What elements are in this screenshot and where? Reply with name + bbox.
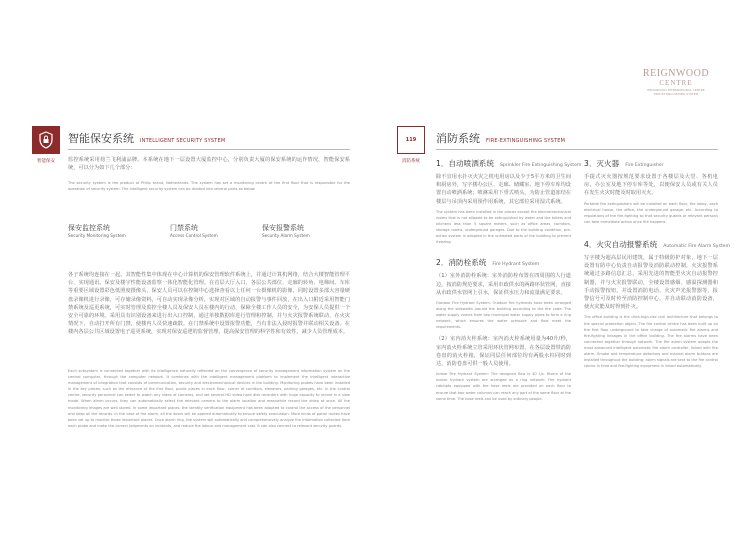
security-icon-block (32, 126, 62, 164)
security-title-en: INTELLIGENT SECURITY SYSTEM (140, 138, 226, 144)
subsystem-alarm-zh: 保安报警系统 (262, 224, 304, 232)
subsystem-monitoring-zh: 保安监控系统 (68, 224, 110, 232)
fire-alarm-text-en: The office building is the ultra-high-rise civil architecture that belongs to the special protection object. The fire control centre has been built up on the first floor underground to take charge of automatic fire alarms and fire-fighting linkages in the office building. The fire alarms have been connected together through network. The fire alarm system adopts the most advanced intelligent automatic fire alarm controller, linked with fire alarm. Smoke and temperature detectors and manual alarm buttons are installed throughout the building; alarm signals are sent to the fire control centre in time and fire-fighting equipment is linked automatically. (584, 315, 718, 369)
fire-title-en: FIRE-EXTINGUISHING SYSTEM (486, 138, 566, 144)
sprinkler-text-en: The system has been installed in the places except the electromechanical rooms that is not allowed to be extinguished by water and the toilets and kitchens less than 5 square meters, such as office areas, corridors, storage rooms, underground garages. Due to the building condition, pre-action system is adopted in the unheated parts of the building to prevent freezing. (436, 209, 571, 245)
fire-alarm-heading (584, 239, 730, 250)
subsystem-monitoring-en: Security Monitoring System (68, 233, 126, 238)
sprinkler-heading (436, 158, 582, 169)
fire-extinguisher-icon (397, 126, 425, 154)
hydrant-heading-en: Fire Hydrant System (492, 262, 540, 268)
outdoor-hydrant-en: Outdoor Fire Hydrant System: Outdoor fire hydrants have been arranged along the sidewalks around the building according to the fire code. The water supply comes from two municipal water supply pipes to form a ring network, which ensures the water pressure and flow meet the requirements. (436, 300, 571, 330)
indoor-hydrant-zh: （2）室内消火栓系统：室内消火栓系统用量为40升/秒，室内消火栓系统立管采用环状管网布置，在各层设置带消防卷盘的消火栓箱，保证同层任何部位均有两股水柱同时到达，消防卷盘可供一般人员使用。 (436, 336, 571, 368)
fire-icon-block (397, 126, 427, 164)
fire-section-title (436, 130, 565, 146)
subsystem-alarm (262, 224, 342, 239)
security-title-zh: 智能保安系统 (68, 132, 134, 145)
fire-icon-caption: 消防系统 (402, 159, 420, 164)
fire-col-1 (436, 158, 582, 402)
logo-line2: CENTRE (659, 79, 693, 87)
security-title-rule (68, 149, 350, 150)
security-intro-en: The security system is the product of Philip brand, Netherlands. The system has set a monitoring centre at the first floor that is responsible for the operation of security system. The intelligent security system can be divided into several parts as below: (68, 181, 350, 192)
security-icon-caption: 智能保安 (37, 159, 55, 164)
extinguisher-heading (584, 158, 718, 169)
fire-title-rule (436, 149, 718, 150)
security-body-en: Each subsystem is connected together with its intelligence naturally reflected on the convergence of security management information system on the central computer, through the computer network. It combines with the intelligent management platform to implement the intelligent interactive management of integration that consists of communication, security and electromechanical devices in the building. Monitoring probes have been installed in the key places, such as the entrance of the first floor, public places in each floor, corner of corridors, elevators, parking garages, etc. In the control centre, security personnel can select to watch any video of cameras, and set several HD video hard disk recorders with huge capacity to record in a slow mode. When alarm occurs, they can automatically select the relevant camera to the alarm location and meanwhile record the video at once. All the monitoring images are well stored. In some important places, the identity verification equipment has been adopted to control the access of the personnel and keep all the records. In the case of fire alarm, all the doors will be opened automatically to ensure safety evacuation. More kinds of patrol routes have been set up to monitor those important places. Once alarm ring, the system will automatically and comprehensively analyze the information collected from each probe and make the correct judgments on incidents, and reduce the labour and management cost. It can also connect to relevant security guards. (68, 369, 350, 428)
sprinkler-heading-zh: 1．自动喷洒系统 (436, 159, 494, 168)
fire-alarm-heading-en: Automatic Fire Alarm System (663, 243, 730, 249)
extinguisher-text-en: Portable fire extinguishers will be installed on each floor, the lobby, each electrical house, the office, the underground garage, etc. According to regulations of the fire-fighting so that security guards or relevant persons can take immediate action once fire happens. (584, 201, 718, 224)
subsystem-monitoring (68, 224, 138, 239)
subsystem-alarm-en: Security Alarm System (262, 233, 310, 238)
fire-col-2 (584, 158, 730, 369)
logo-line3: REIGNWOOD INTERNATIONAL CENTRE (647, 88, 705, 92)
fire-icon-number: 119 (405, 137, 417, 143)
indoor-hydrant-en: Indoor Fire Hydrant System: The designed flow is 40 L/s. Risers of the indoor hydrant system are arranged as a ring network. Fire hydrant cabinets equipped with fire hose reels are provided on each floor to ensure that two water columns can reach any part of the same floor at the same time. The hose reels can be used by ordinary people. (436, 372, 571, 401)
subsystem-access-en: Access Control System (170, 233, 218, 238)
logo-line1: REIGNWOOD (642, 68, 710, 79)
extinguisher-heading-en: Fire Extinguisher (625, 163, 664, 168)
fire-alarm-text-zh: 写字楼为超高层民用建筑，属于特级防护对象，地下一层设置有防中心负责自动报警及消防联动控制。火灾报警系统通过多路信息汇总，采用先进的智能型火灾自动报警控制器，并与火灾报警联动，全楼设置感烟、感温探测器和手动报警按钮，并设置消防电话、火灾声光报警器等，报警信号可及时传至消防控制中心，并自动联动消防设备，使火灾能及时得到扑灭。 (584, 254, 718, 311)
extinguisher-text-zh: 手提式灭火器按规范要求设置于各楼层及大堂、各机电房、办公室及地下停车库等处，以便保安人员或有关人员在发生火灾时能及时取用灭火。 (584, 174, 718, 197)
hydrant-heading (436, 257, 571, 268)
subsystem-access-zh: 门禁系统 (170, 224, 198, 232)
sprinkler-heading-en: Sprinkler Fire Extinguishing System (500, 163, 582, 168)
shield-lock-icon (32, 126, 60, 154)
hydrant-heading-zh: 2．消防栓系统 (436, 258, 487, 268)
outdoor-hydrant-zh: （1）室外消防栓系统：室外消防栓布置在四周围的人行道边，按消防规范要求，采用市政供水的两路环状管网，直接从市政供水管网上引水，保证供水压力和流量满足要求。 (436, 273, 571, 296)
security-section-title (68, 130, 225, 146)
fire-alarm-heading-zh: 4．火灾自动报警系统 (584, 239, 658, 249)
extinguisher-heading-zh: 3．灭火器 (584, 159, 620, 168)
fire-title-zh: 消防系统 (436, 132, 480, 145)
logo-line4: FIRE-EXTINGUISHING SYSTEM (653, 92, 699, 96)
subsystem-access-control (170, 224, 240, 239)
security-intro-zh: 监控系统采用荷兰飞利浦品牌。本系统在地下一层设置大厦监控中心，分别负责大厦的保安系统的运作情况，智能保安系统，可以分为如下几个部分： (68, 157, 350, 172)
reignwood-logo (636, 68, 716, 96)
sprinkler-text-zh: 除不宜用水扑灭火灾之机电用房以及少于5平方米的卫生间和厨房外，写字楼办公区、走廊、储藏室、地下停车库均设置自动喷洒系统；喷淋采用下垂式喷头，为防止管道冻结在楼层与吊顶内采用预作用系统，其它部位采用湿式系统。 (436, 174, 571, 205)
security-body-zh: 各子系统均连接在一起。其智能性集中体现在中心计算机的保安管理软件系统上，并通过计算机网络，结合大楼智能管理平台，实现通讯、保安及楼宇性能设备监察一体化智能化管理。在首层大厅入口、各层公共部位、走廊的转角、电梯间、车库等重要区域设置彩色低照度摄像头，保安人员可以在控制中心选择查看以上任何一台摄像机的影像，同时设置多部大容量硬盘录像机进行录像，可存储录像资料，可自动实现录像分析，实现对区域的自动报警与事件回放，在出入口附近采用智能门禁系统及巡更系统，可实时管理及监控全楼人员及保安人员在楼内的行动，保障全楼工作人员的安全，为安保人员提供一个安全可靠的环境。采用具有识别设备来进行出入口控制，通过单独数据库进行管理和控制，并与火灾报警系统联动，在火灾情况下，自动打开所有门禁，使楼内人员快速疏散。在门禁系统中设置报警功能，当有非法入侵时报警并联动相关设备。在楼内各层公共区域设置电子巡更系统，实现对保安巡逻的监督管理，提高保安管理的科学性和有效性，减少人员管理成本。 (68, 272, 350, 336)
